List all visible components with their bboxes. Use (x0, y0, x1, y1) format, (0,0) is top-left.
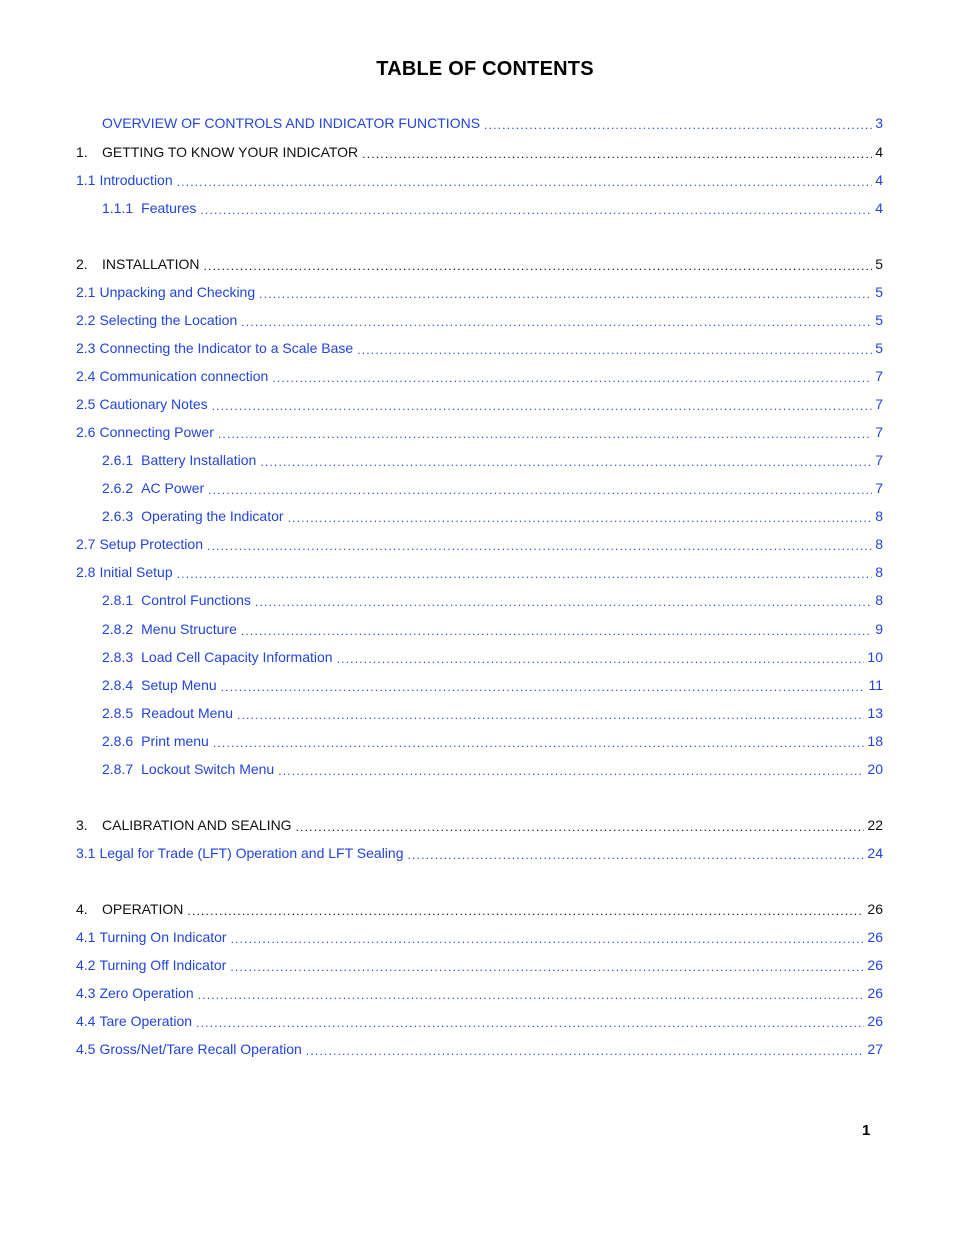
toc-entry[interactable] (102, 758, 883, 778)
toc-entry-title: Legal for Trade (LFT) Operation and LFT Sealing (99, 845, 404, 861)
toc-entry-page: 8 (875, 564, 883, 580)
dot-leader (259, 283, 872, 301)
toc-entry-number: 3.1 (76, 845, 96, 861)
toc-entry-page: 7 (875, 452, 883, 468)
toc-entry-page: 5 (875, 256, 883, 272)
toc-entry-page: 26 (867, 957, 883, 973)
toc-entry[interactable] (76, 421, 883, 441)
toc-entry[interactable] (76, 842, 883, 862)
toc-entry-title: Control Functions (141, 592, 251, 608)
dot-leader (231, 928, 865, 946)
toc-entry-title-wrap (102, 479, 204, 497)
toc-entry-number: 2.6.2 (102, 480, 134, 496)
dot-leader (484, 114, 872, 132)
toc-entry-number: 2.2 (76, 312, 96, 328)
toc-entry-title: Features (141, 200, 197, 216)
toc-entry-number: 1. (76, 144, 88, 160)
toc-entry[interactable] (76, 982, 883, 1002)
toc-entry-page: 13 (867, 705, 883, 721)
toc-entry[interactable] (102, 449, 883, 469)
toc-entry[interactable] (76, 169, 883, 189)
toc-entry-number: 1.1 (76, 172, 96, 188)
toc-entry-number: 2. (76, 256, 88, 272)
toc-entry[interactable] (102, 674, 883, 694)
dot-leader (221, 676, 866, 694)
toc-entry-title-wrap (102, 591, 251, 609)
toc-entry-title: Turning Off Indicator (99, 957, 227, 973)
toc-entry-title: Connecting the Indicator to a Scale Base (99, 340, 354, 356)
toc-entry-title: OPERATION (102, 901, 184, 917)
toc-entry-title-wrap (102, 620, 237, 638)
dot-leader (177, 171, 873, 189)
dot-leader (204, 255, 873, 273)
toc-entry-title: Introduction (99, 172, 173, 188)
toc-entry-page: 26 (867, 1013, 883, 1029)
dot-leader (272, 367, 872, 385)
toc-entry-number: 2.6 (76, 424, 96, 440)
toc-entry-page: 7 (875, 424, 883, 440)
toc-entry-page: 5 (875, 312, 883, 328)
dot-leader (237, 704, 864, 722)
toc-entry-title: Operating the Indicator (141, 508, 284, 524)
toc-entry-number: 4. (76, 901, 88, 917)
dot-leader (357, 339, 872, 357)
toc-entry-title: Gross/Net/Tare Recall Operation (99, 1041, 302, 1057)
toc-entry-title-wrap (76, 535, 203, 553)
toc-entry-page: 8 (875, 592, 883, 608)
toc-entry[interactable] (102, 702, 883, 722)
toc-entry-number: 4.3 (76, 985, 96, 1001)
dot-leader (198, 984, 865, 1002)
toc-entry-page: 7 (875, 368, 883, 384)
dot-leader (337, 648, 865, 666)
toc-entry-page: 11 (868, 677, 883, 693)
dot-leader (306, 1040, 865, 1058)
toc-entry[interactable] (76, 309, 883, 329)
toc-entry[interactable] (76, 365, 883, 385)
toc-entry-title-wrap (76, 339, 353, 357)
toc-entry[interactable] (76, 281, 883, 301)
toc-entry-title: Readout Menu (141, 705, 233, 721)
toc-entry-number: 2.8.1 (102, 592, 134, 608)
page-number: 1 (862, 1122, 871, 1139)
toc-entry-title-wrap (102, 199, 196, 217)
toc-entry-page: 5 (875, 284, 883, 300)
toc-entry-number: 4.4 (76, 1013, 96, 1029)
toc-entry-title-wrap (76, 143, 358, 161)
dot-leader (230, 956, 864, 974)
toc-entry-title-wrap (76, 395, 208, 413)
toc-entry-page: 18 (867, 733, 883, 749)
toc-chapter-entry[interactable] (76, 141, 883, 161)
toc-entry[interactable] (102, 730, 883, 750)
toc-entry-title-wrap (76, 1040, 302, 1058)
dot-leader (218, 423, 872, 441)
toc-entry-number: 2.8 (76, 564, 96, 580)
toc-entry[interactable] (76, 1038, 883, 1058)
toc-entry-page: 7 (875, 396, 883, 412)
toc-entry-title-wrap (102, 676, 217, 694)
toc-entry-title-wrap (102, 648, 333, 666)
toc-entry-title-wrap (76, 984, 194, 1002)
toc-entry-number: 3. (76, 817, 88, 833)
toc-entry[interactable] (76, 1010, 883, 1030)
toc-entry-number: 2.6.3 (102, 508, 134, 524)
toc-entry-page: 27 (867, 1041, 883, 1057)
toc-entry-title-wrap (76, 900, 183, 918)
toc-entry-page: 8 (875, 508, 883, 524)
dot-leader (278, 760, 864, 778)
toc-entry-title-wrap (76, 283, 255, 301)
toc-entry-page: 10 (867, 649, 883, 665)
toc-entry-page: 3 (875, 115, 883, 131)
toc-entry[interactable] (102, 505, 883, 525)
toc-entry-title: Communication connection (99, 368, 269, 384)
toc-entry-title-wrap (102, 507, 284, 525)
toc-entry-title: Setup Protection (99, 536, 203, 552)
toc-entry-page: 26 (867, 929, 883, 945)
toc-entry-number: 2.8.3 (102, 649, 134, 665)
toc-entry-title: Connecting Power (99, 424, 214, 440)
toc-entry[interactable] (102, 112, 883, 132)
toc-entry-title-wrap (76, 928, 227, 946)
dot-leader (260, 451, 872, 469)
toc-entry-page: 22 (867, 817, 883, 833)
toc-entry[interactable] (102, 589, 883, 609)
toc-entry-title-wrap (76, 367, 268, 385)
toc-entry-title-wrap (76, 563, 173, 581)
toc-entry[interactable] (102, 618, 883, 638)
toc-entry-number: 2.8.5 (102, 705, 134, 721)
dot-leader (296, 816, 865, 834)
toc-entry-number: 4.1 (76, 929, 96, 945)
toc-entry-title-wrap (102, 451, 256, 469)
toc-entry-page: 20 (867, 761, 883, 777)
dot-leader (362, 143, 872, 161)
toc-entry-number: 2.7 (76, 536, 96, 552)
toc-entry-number: 4.5 (76, 1041, 96, 1057)
toc-entry-number: 2.8.7 (102, 761, 134, 777)
dot-leader (177, 563, 873, 581)
dot-leader (212, 395, 873, 413)
toc-entry-page: 9 (875, 621, 883, 637)
dot-leader (200, 199, 872, 217)
toc-entry-title: Turning On Indicator (99, 929, 227, 945)
dot-leader (207, 535, 872, 553)
toc-entry-number: 2.8.4 (102, 677, 134, 693)
toc-entry[interactable] (102, 477, 883, 497)
toc-entry-title: Cautionary Notes (99, 396, 208, 412)
toc-entry-page: 26 (867, 901, 883, 917)
dot-leader (208, 479, 872, 497)
toc-entry[interactable] (76, 337, 883, 357)
toc-entry-title-wrap (102, 704, 233, 722)
toc-chapter-entry[interactable] (76, 814, 883, 834)
toc-entry-title: Menu Structure (141, 621, 237, 637)
toc-entry-title-wrap (76, 423, 214, 441)
toc-entry-number: 4.2 (76, 957, 96, 973)
toc-entry-number: 1.1.1 (102, 200, 134, 216)
toc-entry-title: OVERVIEW OF CONTROLS AND INDICATOR FUNCTIONS (102, 115, 481, 131)
toc-entry-title: Load Cell Capacity Information (141, 649, 333, 665)
toc-entry-title: Tare Operation (99, 1013, 193, 1029)
toc-entry[interactable] (76, 393, 883, 413)
toc-entry-title: GETTING TO KNOW YOUR INDICATOR (102, 144, 359, 160)
toc-entry-title: INSTALLATION (102, 256, 200, 272)
toc-entry-title: Battery Installation (141, 452, 257, 468)
toc-entry-page: 24 (867, 845, 883, 861)
dot-leader (241, 620, 872, 638)
toc-entry-title-wrap (76, 311, 237, 329)
toc-entry-page: 8 (875, 536, 883, 552)
toc-entry-page: 4 (875, 200, 883, 216)
toc-entry-title-wrap (76, 1012, 192, 1030)
toc-entry[interactable] (102, 646, 883, 666)
dot-leader (213, 732, 865, 750)
toc-entry-title-wrap (102, 760, 274, 778)
toc-entry-number: 2.1 (76, 284, 96, 300)
toc-entry-title-wrap (102, 114, 480, 132)
toc-entry-title: Print menu (141, 733, 209, 749)
toc-entry-title: Selecting the Location (99, 312, 238, 328)
toc-entry-title: Setup Menu (141, 677, 217, 693)
toc-entry[interactable] (76, 533, 883, 553)
dot-leader (288, 507, 873, 525)
dot-leader (187, 900, 864, 918)
toc-entry-title: Unpacking and Checking (99, 284, 256, 300)
dot-leader (407, 844, 864, 862)
toc-entry-title-wrap (76, 171, 173, 189)
toc-entry-page: 4 (875, 172, 883, 188)
toc-entry-title: CALIBRATION AND SEALING (102, 817, 292, 833)
toc-entry-title: Lockout Switch Menu (141, 761, 275, 777)
toc-entry-number: 2.4 (76, 368, 96, 384)
toc-entry-title-wrap (76, 255, 200, 273)
toc-entry[interactable] (76, 954, 883, 974)
toc-entry[interactable] (102, 197, 883, 217)
toc-entry-page: 4 (875, 144, 883, 160)
toc-entry-page: 5 (875, 340, 883, 356)
toc-entry-title: AC Power (141, 480, 205, 496)
toc-entry-page: 7 (875, 480, 883, 496)
toc-entry-title-wrap (76, 844, 403, 862)
toc-chapter-entry[interactable] (76, 898, 883, 918)
toc-entry-title-wrap (102, 732, 209, 750)
dot-leader (255, 591, 872, 609)
toc-entry-title-wrap (76, 816, 292, 834)
toc-entry-page: 26 (867, 985, 883, 1001)
toc-chapter-entry[interactable] (76, 253, 883, 273)
toc-entry-number: 2.6.1 (102, 452, 134, 468)
toc-entry-title: Initial Setup (99, 564, 173, 580)
toc-entry-title-wrap (76, 956, 226, 974)
toc-entry[interactable] (76, 561, 883, 581)
dot-leader (196, 1012, 864, 1030)
toc-entry-number: 2.8.6 (102, 733, 134, 749)
toc-entry[interactable] (76, 926, 883, 946)
dot-leader (241, 311, 872, 329)
toc-entry-title: Zero Operation (99, 985, 194, 1001)
toc-entry-number: 2.3 (76, 340, 96, 356)
page-title: TABLE OF CONTENTS (376, 58, 594, 80)
toc-entry-number: 2.5 (76, 396, 96, 412)
toc-entry-number: 2.8.2 (102, 621, 134, 637)
